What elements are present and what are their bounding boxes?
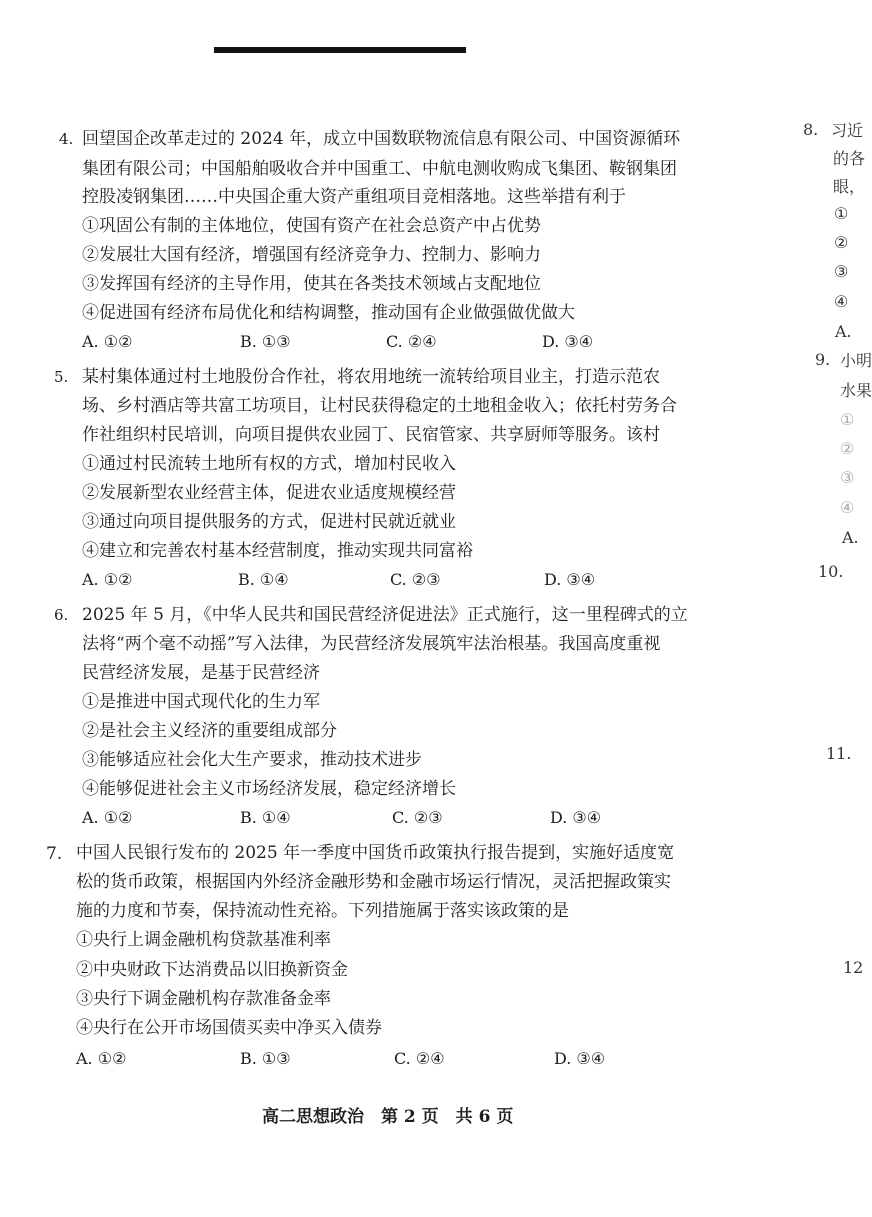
option-a[interactable]: A. ①② (82, 332, 133, 351)
cut-text: ② (834, 233, 849, 252)
option-d[interactable]: D. ③④ (550, 808, 602, 827)
option-d[interactable]: D. ③④ (554, 1049, 606, 1068)
statement-item: ④央行在公开市场国债买卖中净买入债券 (76, 1018, 382, 1038)
statement-item: ②中央财政下达消费品以旧换新资金 (76, 960, 348, 980)
statement-item: ③央行下调金融机构存款准备金率 (76, 989, 331, 1009)
option-b[interactable]: B. ①③ (240, 332, 291, 351)
question-stem-line: 作社组织村民培训，向项目提供农业园丁、民宿管家、共享厨师等服务。该村 (82, 425, 660, 445)
question-stem-line: 某村集体通过村土地股份合作社，将农用地统一流转给项目业主，打造示范农 (82, 367, 660, 387)
statement-item: ②发展新型农业经营主体，促进农业适度规模经营 (82, 483, 456, 503)
cut-text: ④ (840, 498, 855, 517)
statement-item: ①央行上调金融机构贷款基准利率 (76, 930, 331, 950)
top-binding-bar (214, 47, 466, 53)
question-number: 4. (59, 130, 74, 148)
option-a[interactable]: A. ①② (82, 570, 133, 589)
option-a[interactable]: A. ①② (76, 1049, 127, 1068)
cut-text: ④ (834, 292, 849, 311)
question-number: 5. (54, 368, 69, 386)
question-number: 12 (843, 958, 864, 977)
statement-item: ④能够促进社会主义市场经济发展，稳定经济增长 (82, 779, 456, 799)
cut-text: A. (842, 528, 859, 547)
question-stem-line: 控股凌钢集团……中央国企重大资产重组项目竞相落地。这些举措有利于 (82, 187, 626, 207)
question-number: 7. (46, 844, 63, 864)
question-number: 9. (815, 350, 831, 369)
question-stem-line: 民营经济发展，是基于民营经济 (82, 663, 320, 683)
question-number: 10. (818, 562, 844, 581)
cut-text: ② (840, 439, 855, 458)
question-stem-line: 集团有限公司；中国船舶吸收合并中国重工、中航电测收购成飞集团、鞍钢集团 (82, 159, 677, 179)
cut-text: 眼， (833, 177, 866, 196)
statement-item: ③能够适应社会化大生产要求，推动技术进步 (82, 750, 422, 770)
cut-text: 小明 (840, 351, 872, 370)
statement-item: ①是推进中国式现代化的生力军 (82, 692, 320, 712)
option-b[interactable]: B. ①④ (238, 570, 289, 589)
statement-item: ②是社会主义经济的重要组成部分 (82, 721, 337, 741)
question-stem-line: 中国人民银行发布的 2025 年一季度中国货币政策执行报告提到，实施好适度宽 (76, 843, 675, 863)
statement-item: ①巩固公有制的主体地位，使国有资产在社会总资产中占优势 (82, 216, 541, 236)
option-c[interactable]: C. ②③ (390, 570, 441, 589)
statement-item: ③通过向项目提供服务的方式，促进村民就近就业 (82, 512, 456, 532)
page-footer: 高二思想政治 第 2 页 共 6 页 (262, 1107, 514, 1127)
option-b[interactable]: B. ①④ (240, 808, 291, 827)
option-c[interactable]: C. ②④ (386, 332, 437, 351)
statement-item: ④建立和完善农村基本经营制度，推动实现共同富裕 (82, 541, 473, 561)
question-stem-line: 2025 年 5 月，《中华人民共和国民营经济促进法》正式施行，这一里程碑式的立 (82, 605, 688, 625)
cut-text: ① (840, 410, 855, 429)
statement-item: ③发挥国有经济的主导作用，使其在各类技术领域占支配地位 (82, 274, 541, 294)
cut-text: 的各 (833, 149, 866, 168)
question-number: 6. (54, 606, 69, 624)
cut-text: ③ (840, 468, 855, 487)
cut-text: ③ (834, 262, 849, 281)
option-c[interactable]: C. ②④ (394, 1049, 445, 1068)
option-b[interactable]: B. ①③ (240, 1049, 291, 1068)
cut-text: ① (834, 204, 849, 223)
question-stem-line: 施的力度和节奏，保持流动性充裕。下列措施属于落实该政策的是 (76, 901, 569, 921)
option-d[interactable]: D. ③④ (542, 332, 594, 351)
statement-item: ①通过村民流转土地所有权的方式，增加村民收入 (82, 454, 456, 474)
question-stem-line: 法将“两个毫不动摇”写入法律，为民营经济发展筑牢法治根基。我国高度重视 (82, 634, 661, 654)
question-number: 8. (803, 120, 819, 139)
question-stem-line: 回望国企改革走过的 2024 年，成立中国数联物流信息有限公司、中国资源循环 (82, 129, 681, 149)
cut-text: 习近 (831, 121, 864, 140)
option-c[interactable]: C. ②③ (392, 808, 443, 827)
option-d[interactable]: D. ③④ (544, 570, 596, 589)
question-number: 11. (826, 744, 852, 763)
question-stem-line: 场、乡村酒店等共富工坊项目，让村民获得稳定的土地租金收入；依托村劳务合 (82, 396, 677, 416)
cut-text: 水果 (840, 381, 872, 400)
question-stem-line: 松的货币政策，根据国内外经济金融形势和金融市场运行情况，灵活把握政策实 (76, 872, 671, 892)
cut-text: A. (835, 322, 852, 341)
statement-item: ②发展壮大国有经济，增强国有经济竞争力、控制力、影响力 (82, 245, 541, 265)
statement-item: ④促进国有经济布局优化和结构调整，推动国有企业做强做优做大 (82, 303, 575, 323)
option-a[interactable]: A. ①② (82, 808, 133, 827)
